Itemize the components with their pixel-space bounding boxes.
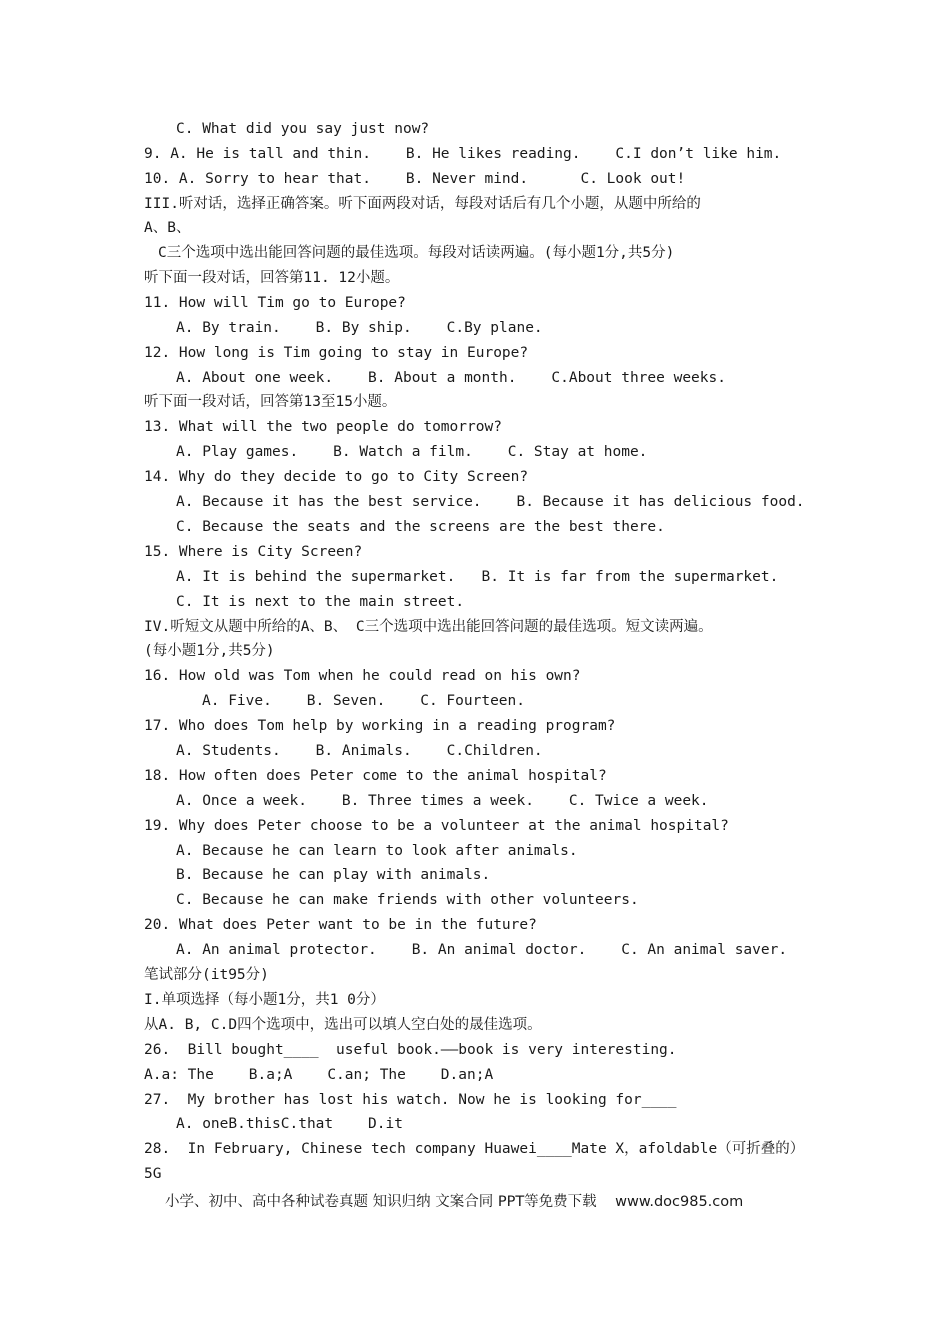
single-choice-instruction: 从A. B, C.D四个选项中，选出可以填人空白处的晟佳选项。 <box>144 1017 542 1033</box>
question-27: 27. My brother has lost his watch. Now he is looking for____ <box>144 1092 677 1108</box>
question-18: 18. How often does Peter come to the animal hospital? <box>144 768 607 784</box>
question-19-option-a: A. Because he can learn to look after animals. <box>176 843 578 859</box>
question-16-options: A. Five. B. Seven. C. Fourteen. <box>202 693 526 709</box>
question-26: 26. Bill bought____ useful book.——book is very interesting. <box>144 1042 677 1058</box>
single-choice-heading: I.单项选择（每小题1分，共1 0分） <box>144 992 385 1008</box>
question-13-options: A. Play games. B. Watch a film. C. Stay at home. <box>176 444 648 460</box>
question-20-options: A. An animal protector. B. An animal doctor. C. An animal saver. <box>176 942 788 958</box>
question-15-option-c: C. It is next to the main street. <box>176 594 465 610</box>
question-8-option-c: C. What did you say just now? <box>176 121 430 137</box>
section-3-instructions: C三个选项中选出能回答问题的最佳选项。每段对话读两遍。(每小题1分,共5分) <box>158 245 675 261</box>
question-14-option-c: C. Because the seats and the screens are the best there. <box>176 519 665 535</box>
question-19-option-b: B. Because he can play with animals. <box>176 867 491 883</box>
question-18-options: A. Once a week. B. Three times a week. C. Twice a week. <box>176 793 709 809</box>
section-3-heading-cont: A、B、 <box>144 220 191 236</box>
question-20: 20. What does Peter want to be in the future? <box>144 917 537 933</box>
written-part-heading: 笔试部分(it95分) <box>144 967 269 983</box>
section-4-points: (每小题1分,共5分) <box>144 643 275 659</box>
page-footer: 小学、初中、高中各种试卷真题 知识归纳 文案合同 PPT等免费下载 www.doc985.com <box>165 1194 744 1210</box>
question-16: 16. How old was Tom when he could read on his own? <box>144 668 581 684</box>
question-26-options: A.a: The B.a;A C.an; The D.an;A <box>144 1067 494 1083</box>
section-3-heading: III.听对话，选择正确答案。听下面两段对话，每段对话后有几个小题，从题中所给的 <box>144 196 701 212</box>
question-12: 12. How long is Tim going to stay in Europe? <box>144 345 529 361</box>
question-13: 13. What will the two people do tomorrow? <box>144 419 502 435</box>
question-14: 14. Why do they decide to go to City Screen? <box>144 469 529 485</box>
question-11-options: A. By train. B. By ship. C.By plane. <box>176 320 543 336</box>
question-15: 15. Where is City Screen? <box>144 544 363 560</box>
question-11: 11. How will Tim go to Europe? <box>144 295 406 311</box>
question-27-options: A. oneB.thisC.that D.it <box>176 1116 403 1132</box>
question-19-option-c: C. Because he can make friends with other volunteers. <box>176 892 639 908</box>
question-19: 19. Why does Peter choose to be a volunteer at the animal hospital? <box>144 818 729 834</box>
section-4-heading: IV.听短文从题中所给的A、B、 C三个选项中选出能回答问题的最佳选项。短文读两遍。 <box>144 619 713 635</box>
question-9: 9. A. He is tall and thin. B. He likes reading. C.I don’t like him. <box>144 146 782 162</box>
question-17: 17. Who does Tom help by working in a reading program? <box>144 718 616 734</box>
question-14-options-ab: A. Because it has the best service. B. Because it has delicious food. <box>176 494 805 510</box>
question-28-cont: 5G <box>144 1166 162 1182</box>
question-28: 28. In February, Chinese tech company Huawei____Mate X，afoldable（可折叠的） <box>144 1141 805 1157</box>
question-10: 10. A. Sorry to hear that. B. Never mind. C. Look out! <box>144 171 686 187</box>
question-12-options: A. About one week. B. About a month. C.About three weeks. <box>176 370 726 386</box>
question-15-options-ab: A. It is behind the supermarket. B. It is far from the supermarket. <box>176 569 779 585</box>
question-17-options: A. Students. B. Animals. C.Children. <box>176 743 543 759</box>
dialogue-2-instruction: 听下面一段对话，回答第13至15小题。 <box>144 394 397 410</box>
dialogue-1-instruction: 听下面一段对话，回答第11. 12小题。 <box>144 270 400 286</box>
